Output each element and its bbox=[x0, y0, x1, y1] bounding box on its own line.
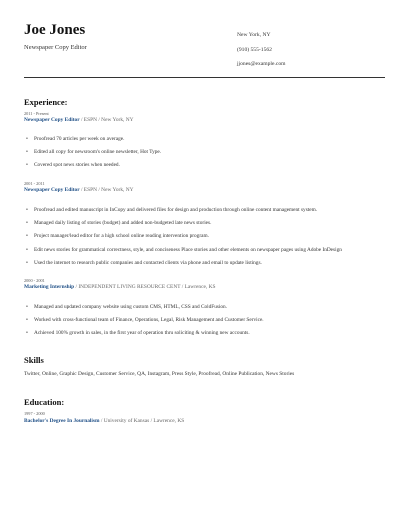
candidate-name: Joe Jones bbox=[24, 22, 86, 38]
education-degree-line bbox=[24, 418, 184, 424]
job-3-title bbox=[24, 284, 215, 290]
job-1-bullets bbox=[26, 133, 161, 172]
skills-heading: Skills bbox=[24, 355, 44, 365]
job-3-dates: 2000 - 2001 bbox=[24, 278, 45, 283]
skills-list: Twitter, Online, Graphic Design, Customer Service, QA, Instagram, Press Style, Proofread, Online Publication, News Stories bbox=[24, 371, 295, 377]
education-dates: 1997 - 2000 bbox=[24, 411, 45, 416]
list-item: • Managed daily listing of stories (budget) and added non-budgeted late news stories. bbox=[26, 217, 342, 230]
job-2-title bbox=[24, 187, 134, 193]
education-degree: Bachelor's Degree In Journalism bbox=[24, 418, 100, 424]
list-item: • Edit news stories for grammatical correctness, style, and conciseness Place stories and other elements on newspaper pages using Adobe InDesign bbox=[26, 244, 342, 257]
list-item: • Proofread 70 articles per week on average. bbox=[26, 133, 161, 146]
list-item: • Project manager/lead editor for a high school online reading intervention program. bbox=[26, 230, 342, 243]
job-1-title bbox=[24, 117, 134, 123]
job-1-org: / ESPN / New York, NY bbox=[79, 117, 134, 123]
job-2-role: Newspaper Copy Editor bbox=[24, 187, 80, 193]
list-item: • Proofread and edited manuscript in InCopy and delivered files for design and production through online content management system. bbox=[26, 204, 342, 217]
contact-location: New York, NY bbox=[237, 32, 271, 38]
job-2-dates: 2001 - 2011 bbox=[24, 181, 45, 186]
list-item: • Used the internet to research public companies and contacted clients via phone and email to update listings. bbox=[26, 257, 342, 270]
education-school: / University of Kansas / Lawrence, KS bbox=[99, 418, 185, 424]
job-3-role: Marketing Internship bbox=[24, 284, 75, 290]
list-item: • Covered spot news stories when needed. bbox=[26, 159, 161, 172]
list-item: • Achieved 100% growth in sales, in the first year of operation thru soliciting & winning new accounts. bbox=[26, 327, 264, 340]
education-heading: Education: bbox=[24, 397, 65, 407]
job-1-dates: 2011 - Present bbox=[24, 111, 49, 116]
contact-phone: (910) 555-1562 bbox=[237, 46, 272, 53]
job-2-bullets bbox=[26, 204, 342, 270]
job-3-bullets bbox=[26, 301, 264, 340]
job-2-org: / ESPN / New York, NY bbox=[79, 187, 134, 193]
list-item: • Worked with cross-functional team of Finance, Operations, Legal, Risk Management and Customer Service. bbox=[26, 314, 264, 327]
contact-block bbox=[237, 28, 286, 72]
experience-heading: Experience: bbox=[24, 97, 68, 107]
list-item: • Edited all copy for newsroom's online newsletter, Hot Type. bbox=[26, 146, 161, 159]
job-1-role: Newspaper Copy Editor bbox=[24, 117, 80, 123]
job-3-org: / INDEPENDENT LIVING RESOURCE CENT / Lawrence, KS bbox=[74, 284, 216, 290]
list-item: • Managed and updated company website using custom CMS, HTML, CSS and ColdFusion. bbox=[26, 301, 264, 314]
contact-email: jjones@example.com bbox=[237, 61, 286, 67]
header-divider bbox=[24, 77, 385, 78]
candidate-title: Newspaper Copy Editor bbox=[24, 44, 87, 51]
